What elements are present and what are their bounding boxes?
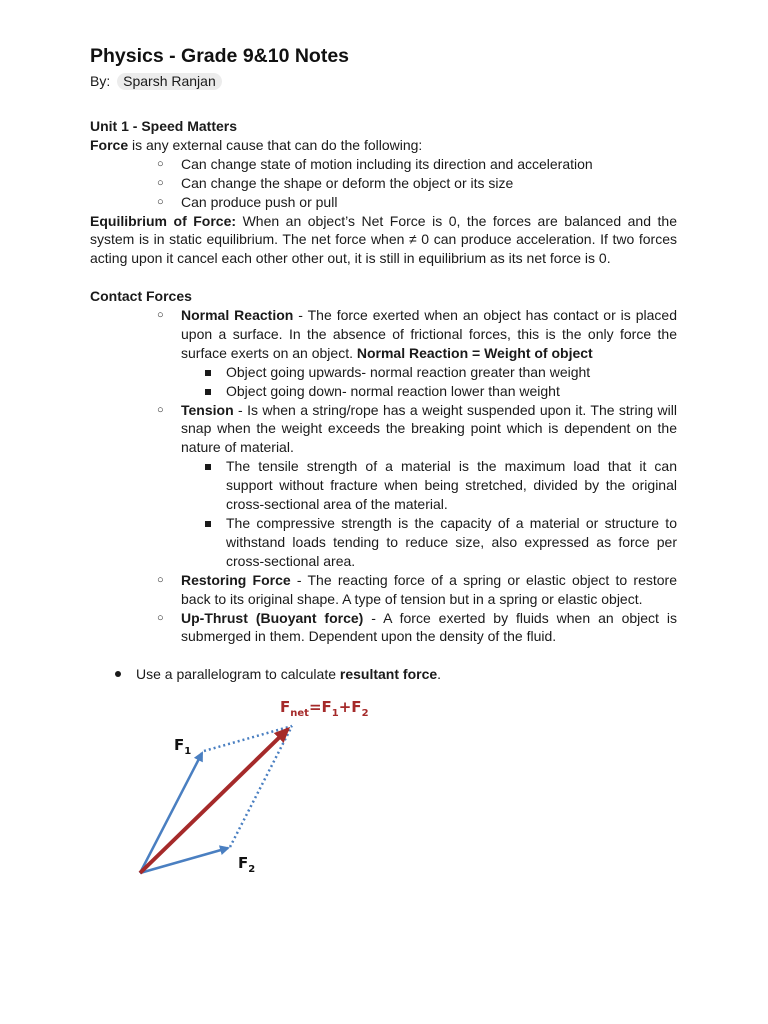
parallelogram-end: .	[437, 666, 442, 683]
list-item: The tensile strength of a material is the maximum load that it can support without fracture when being stretched, divided by the original cross-sectional area of the material.	[181, 457, 677, 514]
by-label: By:	[90, 73, 111, 89]
parallelogram-note	[90, 665, 677, 684]
dotted-edge-right	[230, 726, 292, 847]
fnet-eq: =F	[308, 698, 332, 716]
list-item: ○ Can produce push or pull	[90, 193, 677, 212]
tension-term: Tension	[181, 401, 234, 418]
tension-text: - Is when a string/rope has a weight suspended upon it. The string will snap when the weight exceeds the breaking point which is dependent on the nature of material.	[181, 401, 677, 456]
equilibrium-term: Equilibrium of Force:	[90, 212, 237, 229]
tension-sublist	[181, 457, 677, 570]
fnet-sub2: 2	[361, 708, 369, 719]
page-title: Physics - Grade 9&10 Notes	[90, 45, 350, 67]
up-thrust-text: - A force exerted by fluids when an object is submerged in them. Dependent upon the density of the fluid.	[181, 609, 677, 645]
spacer	[90, 268, 677, 287]
list-item-normal-reaction	[90, 306, 677, 401]
contact-forces-list	[90, 306, 677, 646]
fnet-plus: +F	[338, 698, 362, 716]
unit-heading	[90, 117, 677, 136]
unit-heading-text: Unit 1 - Speed Matters	[90, 118, 238, 134]
f1-label	[174, 736, 191, 757]
list-item: ○ Can change the shape or deform the object or its size	[90, 174, 677, 193]
equilibrium-text: When an object’s Net Force is 0, the forces are balanced and the system is in static equilibrium. The net force when ≠ 0 can produce acceleration. If two forces acting upon it cancel each other other out, it is still in equilibrium as its net force is 0.	[90, 212, 677, 267]
fnet-sub1: 1	[331, 708, 339, 719]
normal-reaction-term: Normal Reaction	[181, 307, 294, 324]
list-item: Object going down- normal reaction lower than weight	[181, 382, 677, 401]
vector-diagram-svg	[130, 690, 390, 890]
restoring-force-text: - The reacting force of a spring or elastic object to restore back to its original shape. A type of tension but in a spring or elastic object.	[181, 571, 677, 607]
fnet-sub: net	[290, 708, 309, 719]
f2-sub: 2	[248, 864, 256, 875]
normal-reaction-text: - The force exerted when an object has contact or is placed upon a surface. In the absence of frictional forces, this is the only force the surface exerts on an object.	[181, 307, 678, 361]
author-chip[interactable]: Sparsh Ranjan	[117, 73, 222, 90]
contact-forces-heading-text: Contact Forces	[90, 288, 192, 305]
force-definition-text: is any external cause that can do the following:	[128, 136, 423, 153]
byline	[90, 73, 222, 90]
equilibrium-paragraph	[90, 212, 677, 269]
normal-reaction-sublist	[181, 363, 677, 401]
parallelogram-diagram	[130, 690, 390, 895]
normal-reaction-emphasis: Normal Reaction = Weight of object	[356, 344, 593, 361]
list-item-up-thrust	[90, 609, 677, 647]
resultant-force-term: resultant force	[339, 666, 438, 683]
restoring-force-term: Restoring Force	[181, 571, 291, 588]
list-item-tension	[90, 401, 677, 571]
list-item: Object going upwards- normal reaction greater than weight	[181, 363, 677, 382]
force-definition	[90, 136, 677, 155]
force-list	[90, 155, 677, 212]
f2-main: F	[238, 854, 249, 872]
fnet-f: F	[280, 698, 291, 716]
contact-forces-heading	[90, 287, 677, 306]
up-thrust-term: Up-Thrust (Buoyant force)	[181, 609, 364, 626]
parallelogram-text: Use a parallelogram to calculate	[136, 666, 340, 683]
f1-vector	[140, 753, 202, 873]
fnet-label	[280, 698, 369, 719]
notes-body	[90, 117, 677, 684]
list-item: ○ Can change state of motion including its direction and acceleration	[90, 155, 677, 174]
f1-sub: 1	[184, 746, 192, 757]
f1-main: F	[174, 736, 185, 754]
force-term: Force	[90, 136, 129, 153]
f2-label	[238, 854, 255, 875]
list-item-restoring-force	[90, 571, 677, 609]
list-item: The compressive strength is the capacity of a material or structure to withstand loads tending to reduce size, also expressed as force per cross-sectional area.	[181, 514, 677, 571]
